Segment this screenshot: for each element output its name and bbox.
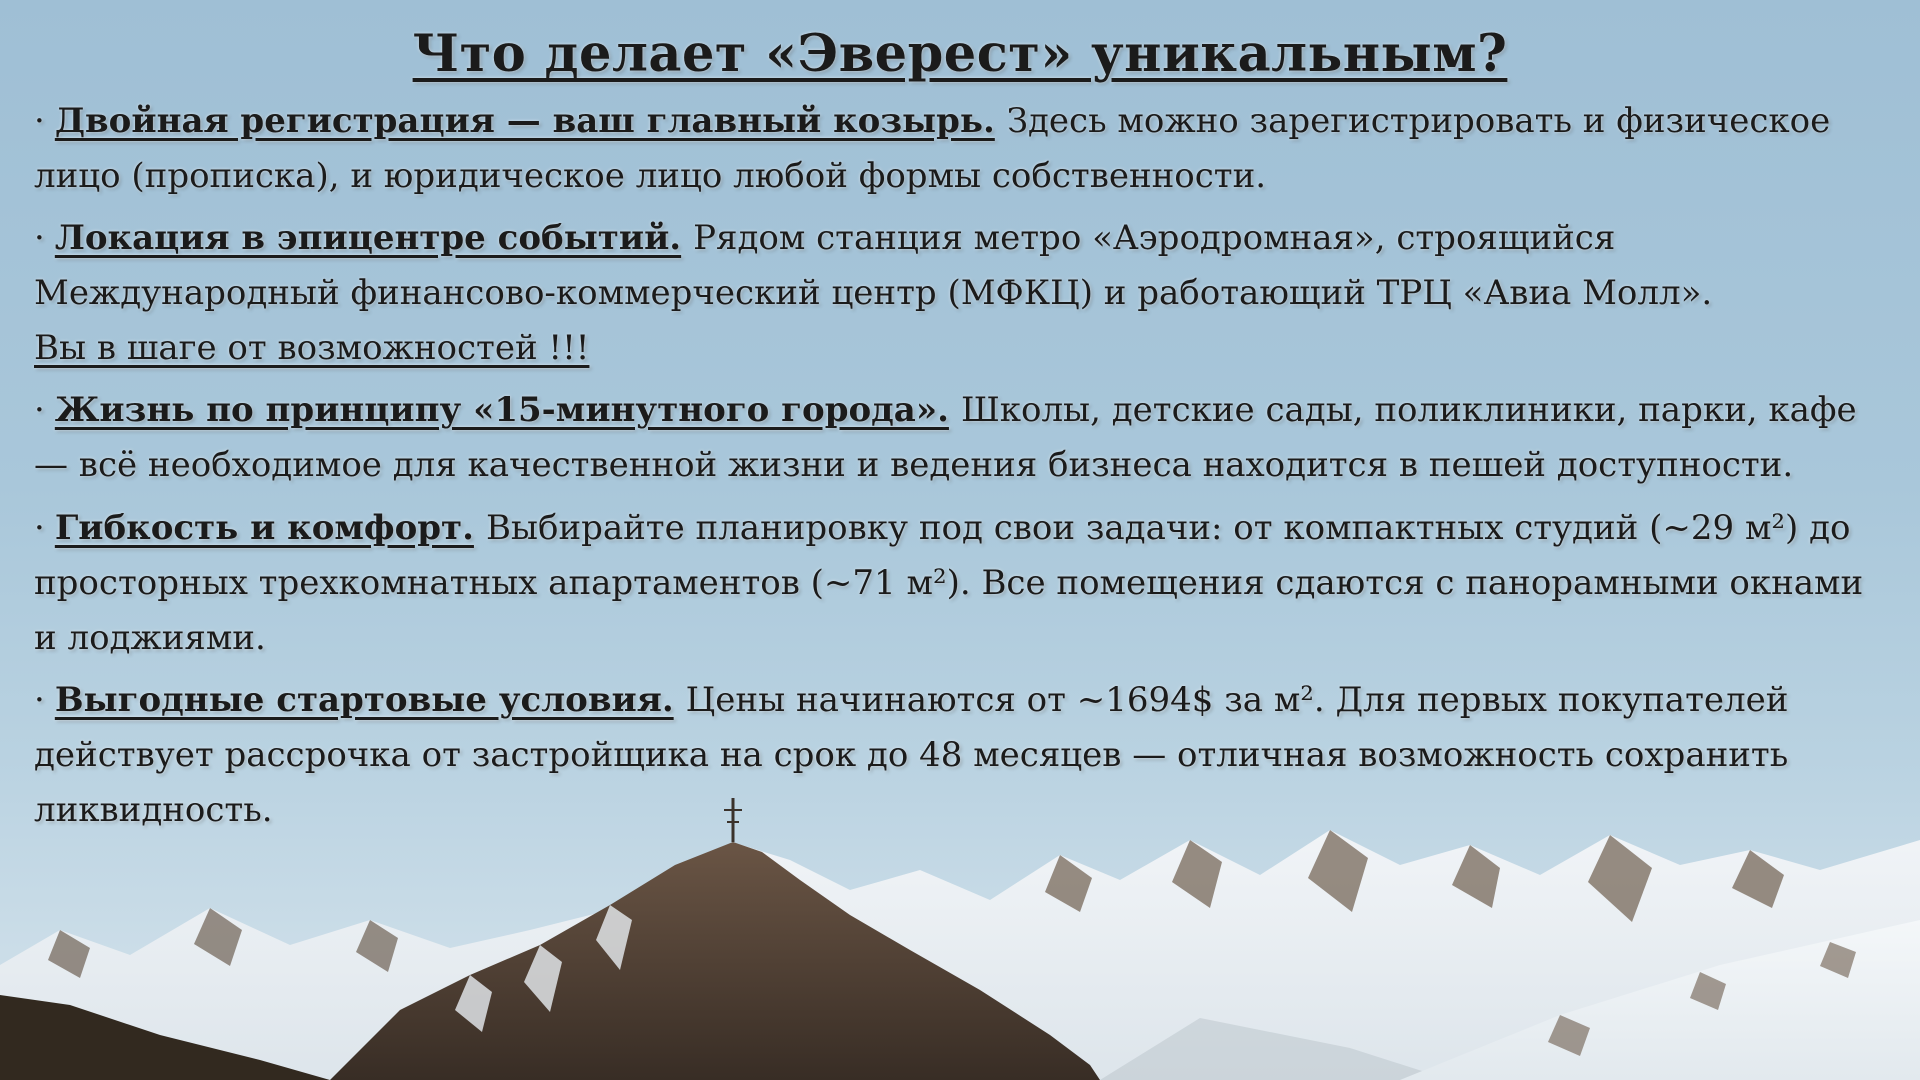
bullet-lead: Выгодные стартовые условия.	[54, 679, 674, 720]
bullet-flexibility-comfort	[34, 501, 1886, 666]
bullet-starting-terms	[34, 673, 1886, 838]
bullet-lead: Двойная регистрация — ваш главный козырь.	[54, 101, 995, 141]
page-title	[34, 24, 1886, 84]
bullet-marker: ·	[34, 218, 45, 259]
bullet-dual-registration	[34, 94, 1886, 204]
bullet-lead: Локация в эпицентре событий.	[54, 218, 682, 259]
bullet-body: Выбирайте планировку под свои задачи: от компактных студий (~29 м²) до просторных трехкомнатных апартаментов (~71 м²). Все помещения сдаются с панорамными окнами и лоджиями.	[34, 507, 1864, 658]
bullet-body: Цены начинаются от ~1694$ за м². Для первых покупателей действует рассрочка от застройщика на срок до 48 месяцев — отличная возможность сохранить ликвидность.	[34, 679, 1789, 830]
bullet-marker: ·	[34, 101, 45, 141]
bullet-body: Рядом станция метро «Аэродромная», строящийся Международный финансово-коммерческий центр (МФКЦ) и работающий ТРЦ «Авиа Молл».	[34, 218, 1713, 314]
page-title-text: Что делает «Эверест» уникальным?	[412, 24, 1508, 84]
bullet-body: Здесь можно зарегистрировать и физическое лицо (прописка), и юридическое лицо любой формы собственности.	[34, 101, 1831, 197]
bullet-location	[34, 211, 1886, 376]
bullet-marker: ·	[34, 390, 45, 431]
bullet-tagline: Вы в шаге от возможностей !!!	[34, 328, 590, 369]
bullet-lead: Гибкость и комфорт.	[54, 507, 474, 548]
bullet-body: Школы, детские сады, поликлиники, парки, кафе — всё необходимое для качественной жизни и ведения бизнеса находится в пешей доступности.	[34, 390, 1857, 486]
bullet-lead: Жизнь по принципу «15-минутного города».	[54, 390, 949, 431]
bullet-marker: ·	[34, 507, 45, 548]
bullet-marker: ·	[34, 679, 45, 720]
bullet-fifteen-minute-city	[34, 383, 1886, 493]
